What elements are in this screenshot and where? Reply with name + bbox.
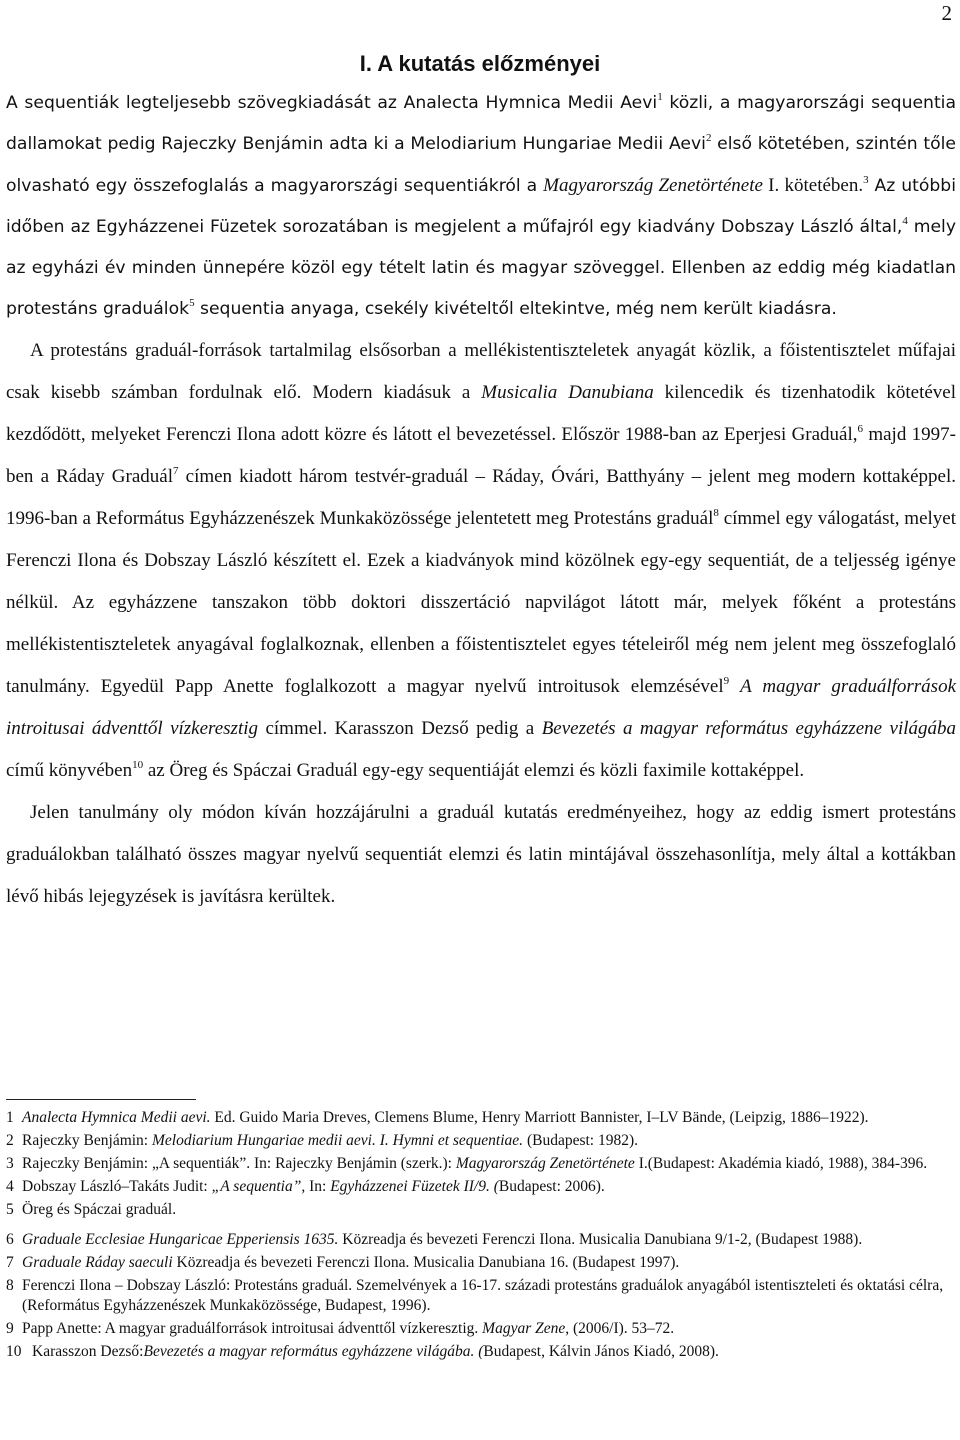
text-run: címmel egy válogatást, melyet Ferenczi Ilona és Dobszay László készített el. Ezek a kiadványok mind közölnek egy-egy sequentiát, de a teljesség igénye nélkül. Az egyházzene tanszakon több doktori disszertáció napvilágot látott már, melyek főként a protestáns mellékistentiszteletek anyagával foglalkoznak, ellenben a főistentisztelet egyes tételeiről még nem jelent meg összefoglaló tanulmány. Egyedül Papp Anette foglalkozott a magyar nyelvű introitusok elemzésével <box>6 508 956 697</box>
footnote-text <box>22 1320 674 1337</box>
footnote-number: 8 <box>6 1277 14 1294</box>
footnote <box>6 1253 956 1273</box>
text-run: mely az egyházi év minden ünnepére közöl egy tételt latin és magyar szöveggel. Ellenben az eddig még kiadatlan protestáns graduálok <box>6 217 956 319</box>
text-run: című könyvében <box>6 760 133 781</box>
footnote-number: 9 <box>6 1320 14 1337</box>
text-run: kilencedik és tizenhatodik kötetével kezdődött, melyeket Ferenczi Ilona adott közre és látott el bevezetéssel. Először 1988-ban az Eperjesi Graduál, <box>6 382 956 445</box>
italic-text: Analecta Hymnica Medii aevi. <box>22 1109 211 1126</box>
text-run: Rajeczky Benjámin: <box>22 1132 152 1149</box>
section-heading: I. A kutatás előzményei <box>359 51 601 76</box>
text-run: Budapest, Kálvin János Kiadó, 2008). <box>483 1343 719 1360</box>
text-run <box>729 676 740 697</box>
footnote-text <box>22 1254 679 1271</box>
italic-text: Egyházzenei Füzetek II/9. ( <box>330 1178 499 1195</box>
footnote <box>6 1131 956 1151</box>
footnote-number: 6 <box>6 1231 14 1248</box>
text-run: első kötetében, szintén tőle olvasható egy összefoglalás a magyarországi sequentiákról a <box>6 134 957 196</box>
text-run: (Budapest: 1982). <box>523 1132 639 1149</box>
footnote-separator <box>6 1099 196 1100</box>
footnote-ref: 4 <box>902 215 908 227</box>
page-number: 2 <box>941 1 952 25</box>
footnote <box>6 1319 956 1339</box>
text-run: Papp Anette: A magyar graduálforrások introitusai ádventtől vízkeresztig. <box>22 1320 483 1337</box>
footnote <box>6 1230 956 1250</box>
footnote-ref: 3 <box>863 174 869 186</box>
footnote-ref: 7 <box>173 465 179 477</box>
italic-text: Graduale Ecclesiae Hungaricae Epperiensis 1635. <box>22 1231 339 1248</box>
footnotes <box>6 1108 956 1365</box>
text-run: Közreadja és bevezeti Ferenczi Ilona. Musicalia Danubiana 16. (Budapest 1997). <box>172 1254 680 1271</box>
footnote-text <box>32 1343 719 1360</box>
footnote-text <box>22 1155 927 1172</box>
text-run: címmel. Karasszon Dezső pedig a <box>258 718 542 739</box>
text-run: Öreg és Spáczai graduál. <box>22 1201 177 1218</box>
footnote-ref: 1 <box>657 91 663 103</box>
footnote-number: 4 <box>6 1178 14 1195</box>
italic-text: Magyarország Zenetörténete <box>455 1155 635 1172</box>
text-run: I. kötetében. <box>762 175 864 196</box>
paragraph <box>6 83 956 330</box>
italic-text: Magyar Zene <box>482 1320 566 1337</box>
paragraph <box>6 792 956 918</box>
footnote-number: 7 <box>6 1254 14 1271</box>
text-run: címen kiadott három testvér-graduál – Ráday, Óvári, Batthyány – jelent meg modern kottaképpel. 1996-ban a Református Egyházzenészek Munkaközössége jelentetett meg Protestáns graduál <box>6 466 956 529</box>
footnote <box>6 1276 956 1316</box>
text-run: közli, a magyarországi sequentia dallamokat pedig Rajeczky Benjámin adta ki a Melodiarium Hungariae Medii Aevi <box>6 93 956 154</box>
footnote-ref: 2 <box>705 132 712 144</box>
footnote-text <box>22 1277 943 1314</box>
text-run: sequentia anyaga, csekély kivételtől eltekintve, még nem került kiadásra. <box>194 299 837 319</box>
footnote-text <box>22 1231 862 1248</box>
italic-text: Bevezetés a magyar református egyházzene világába <box>541 718 956 739</box>
footnote-ref: 10 <box>132 759 144 771</box>
text-run: az Öreg és Spáczai Graduál egy-egy sequentiáját elemzi és közli faximile kottaképpel. <box>143 760 805 781</box>
italic-text: Melodiarium Hungariae medii aevi. I. Hymni et sequentiae. <box>152 1132 524 1149</box>
body-text <box>6 83 956 918</box>
footnote-number: 5 <box>6 1201 14 1218</box>
footnote-number: 2 <box>6 1132 14 1149</box>
footnote <box>6 1177 956 1197</box>
footnote <box>6 1154 956 1174</box>
text-run: , In: <box>301 1178 331 1195</box>
text-run: majd 1997-ben a Ráday Graduál <box>6 424 956 487</box>
italic-text: Magyarország Zenetörténete <box>543 175 763 196</box>
text-run: I.(Budapest: Akadémia kiadó, 1988), 384-396. <box>634 1155 928 1172</box>
footnote-number: 1 <box>6 1109 14 1126</box>
footnote-ref: 8 <box>713 507 719 519</box>
text-run: Közreadja és bevezeti Ferenczi Ilona. Musicalia Danubiana 9/1-2, (Budapest 1988). <box>338 1231 863 1248</box>
italic-text: Musicalia Danubiana <box>481 382 654 403</box>
text-run: , (2006/I). 53–72. <box>565 1320 675 1337</box>
text-run: Budapest: 2006). <box>498 1178 605 1195</box>
footnote <box>6 1342 956 1362</box>
italic-text: „A sequentia” <box>211 1178 302 1195</box>
italic-text: A magyar graduálforrások introitusai ádventtől vízkeresztig <box>6 676 956 739</box>
text-run: A sequentiák legteljesebb szövegkiadását az Analecta Hymnica Medii Aevi <box>6 93 658 113</box>
text-run: Az utóbbi időben az Egyházzenei Füzetek sorozatában is megjelent a műfajról egy kiadvány Dobszay László által, <box>6 176 956 237</box>
paragraph <box>6 330 956 792</box>
footnote-text <box>22 1178 605 1195</box>
footnote-text <box>22 1201 176 1218</box>
text-run: Ed. Guido Maria Dreves, Clemens Blume, Henry Marriott Bannister, I–LV Bände, (Leipzig, 1886–1922). <box>210 1109 869 1126</box>
footnote-number: 3 <box>6 1155 14 1172</box>
footnote-number: 10 <box>6 1343 22 1360</box>
text-run: Jelen tanulmány oly módon kíván hozzájárulni a graduál kutatás eredményeihez, hogy az eddig ismert protestáns graduálokban található összes magyar nyelvű sequentiát elemzi és latin mintájával összehasonlítja, mely által a kottákban lévő hibás lejegyzések is javításra kerültek. <box>6 802 956 907</box>
text-run: Karasszon Dezső: <box>32 1343 144 1360</box>
italic-text: Bevezetés a magyar református egyházzene világába. ( <box>143 1343 484 1360</box>
text-run: Rajeczky Benjámin: „A sequentiák”. In: Rajeczky Benjámin (szerk.): <box>22 1155 456 1172</box>
footnote-text <box>22 1132 638 1149</box>
footnote-ref: 5 <box>189 297 195 309</box>
footnote-text <box>22 1109 869 1126</box>
footnote <box>6 1108 956 1128</box>
text-run: A protestáns graduál-források tartalmilag elsősorban a mellékistentiszteletek anyagát közlik, a főistentisztelet műfajai csak kisebb számban fordulnak elő. Modern kiadásuk a <box>6 340 956 403</box>
footnote <box>6 1200 956 1220</box>
text-run: Dobszay László–Takáts Judit: <box>22 1178 212 1195</box>
text-run: Ferenczi Ilona – Dobszay László: Protestáns graduál. Szemelvények a 16-17. századi protestáns graduálok anyagából istentiszteleti és oktatási célra, (Református Egyházzenészek Munkaközössége, Budapest, 1996). <box>22 1277 944 1314</box>
italic-text: Graduale Ráday saeculi <box>22 1254 173 1271</box>
footnote-ref: 6 <box>857 423 864 435</box>
footnote-ref: 9 <box>723 675 730 687</box>
